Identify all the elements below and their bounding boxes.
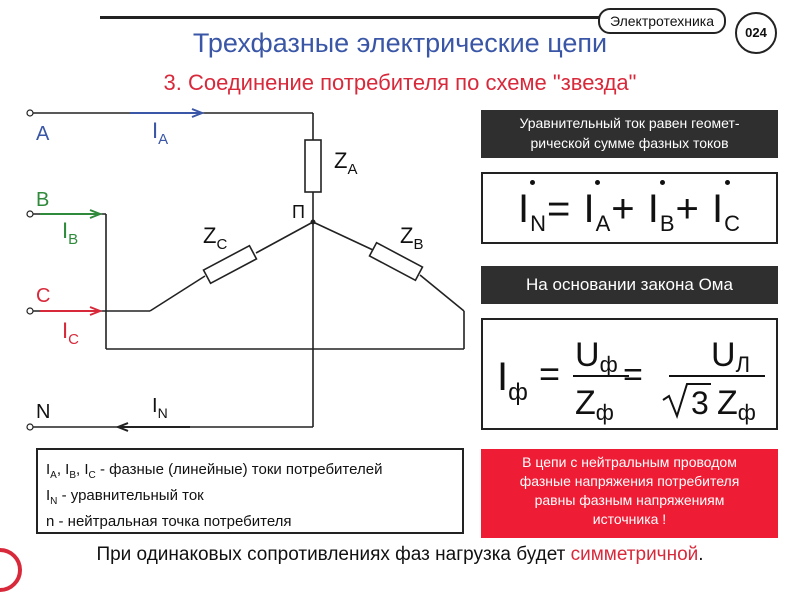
current-b-label: $I_B$ — [62, 218, 79, 248]
current-c-arrow — [40, 307, 100, 315]
svg-text:UЛ — [711, 336, 750, 377]
page-subtitle: 3. Соединение потребителя по схеме "звезда" — [163, 70, 637, 95]
svg-text:=: = — [539, 353, 561, 394]
formula-term: $I_B$ — [648, 174, 676, 259]
terminal-n — [27, 424, 33, 430]
caption-neutral-current — [481, 110, 778, 158]
formula-lhs-sub: ф — [508, 379, 528, 406]
impedance-c-label: $Z_C$ — [203, 223, 228, 253]
formula-den1: Z — [575, 384, 596, 422]
note-line: фазные напряжения потребителя — [519, 473, 740, 489]
phase-c-label: C — [36, 285, 51, 307]
current-a-label: $I_A$ — [152, 118, 169, 148]
svg-text:Uф — [575, 336, 618, 377]
note-line: равны фазным напряжениям — [534, 492, 725, 508]
page-number: 024 — [735, 12, 777, 54]
current-n-arrow — [118, 423, 190, 431]
caption-line: Уравнительный ток равен геомет- — [519, 115, 740, 131]
svg-text:Zф — [717, 384, 756, 425]
phase-a-label: A — [36, 123, 50, 145]
zc-wire-lower — [150, 276, 205, 311]
legend-line-neutral-current: $I_N$ - уравнительный ток — [46, 487, 204, 507]
formula-den1-sub: ф — [595, 400, 614, 425]
formula-num2: U — [711, 336, 736, 374]
zc-resistor — [204, 246, 257, 284]
note-line: В цепи с нейтральным проводом — [522, 454, 737, 470]
bottom-statement: При одинаковых сопротивлениях фаз нагрузка будет симметричной. — [96, 544, 704, 565]
formula-term: $I_A$ — [583, 174, 611, 259]
terminal-b — [27, 211, 33, 217]
subject-tag: Электротехника — [598, 8, 726, 34]
note-box — [481, 449, 778, 538]
formula-sqrt3: 3 — [691, 385, 709, 421]
zb-wire-lower — [420, 275, 464, 311]
formula-phase-current — [481, 318, 778, 430]
page-title: Трехфазные электрические цепи — [192, 28, 608, 58]
formula-term: $I_C$ — [712, 174, 741, 259]
caption-line: рической сумме фазных токов — [530, 135, 729, 151]
za-resistor — [305, 140, 321, 192]
formula-den2-sub: ф — [737, 400, 756, 425]
current-n-label: $I_N$ — [152, 395, 168, 421]
zc-wire-upper — [256, 222, 313, 253]
neutral-label: N — [36, 401, 51, 423]
legend-box — [36, 448, 464, 534]
zb-wire-upper — [313, 222, 373, 250]
svg-text:Iф — [497, 355, 528, 406]
formula-op: + — [675, 187, 700, 231]
terminal-a — [27, 110, 33, 116]
svg-text:Zф — [575, 384, 614, 425]
note-line: источника ! — [592, 511, 667, 527]
formula-term: $I_N$ — [518, 174, 547, 259]
current-c-label: $I_C$ — [62, 318, 79, 348]
impedance-b-label: $Z_B$ — [400, 223, 424, 253]
star-circuit-diagram — [0, 95, 475, 445]
phase-b-label: B — [36, 189, 50, 211]
node-label: П — [292, 202, 305, 222]
formula-num1: U — [575, 336, 600, 374]
formula-eq: = — [623, 356, 643, 394]
formula-op: = — [546, 187, 572, 231]
impedance-a-label: $Z_A$ — [334, 148, 358, 178]
formula-neutral-current — [481, 172, 778, 244]
current-a-arrow — [130, 109, 202, 117]
terminal-c — [27, 308, 33, 314]
formula-num1-sub: ф — [599, 352, 618, 377]
header-rule — [100, 16, 610, 19]
legend-line-node: n - нейтральная точка потребителя — [46, 513, 292, 530]
legend-line-currents: $I_A$, $I_B$, $I_C$ - фазные (линейные) токи потребителей — [46, 461, 383, 481]
caption-ohm-law: На основании закона Ома — [481, 266, 778, 304]
formula-lhs: I — [497, 355, 509, 399]
formula-phase-current-svg — [483, 320, 776, 428]
formula-den2: Z — [717, 384, 738, 422]
formula-op: + — [611, 187, 636, 231]
current-b-arrow — [40, 210, 100, 218]
formula-num2-sub: Л — [735, 352, 750, 377]
